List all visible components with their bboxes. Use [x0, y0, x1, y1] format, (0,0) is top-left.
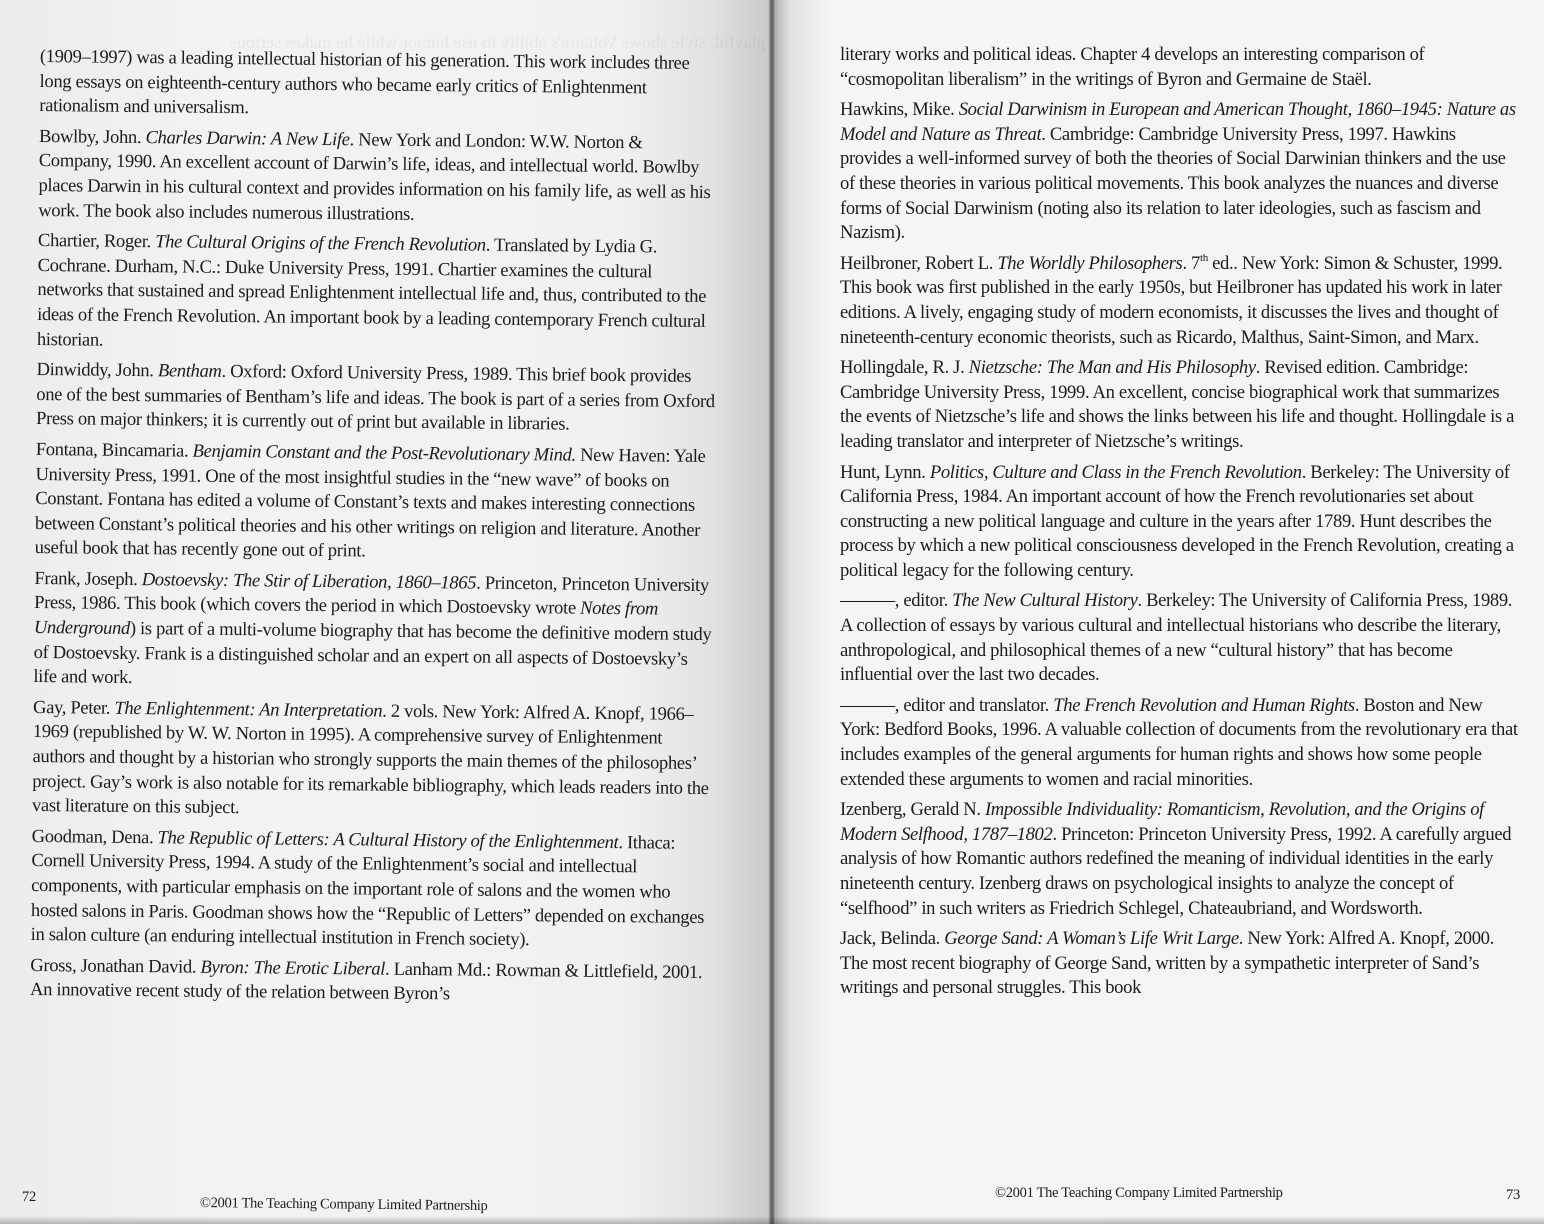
- annotation: . New York and London: W.W. Norton & Company, 1990. An excellent account of Darwin’s life, ideas, and intellectual world. Bowlby places Darwin in his cultural context and provides information on his family life, as well as his work. The book also includes numerous illustrations.: [38, 129, 711, 225]
- author: Goodman, Dena.: [31, 825, 158, 849]
- annotation: . Ithaca: Cornell University Press, 1994. A study of the Enlightenment’s social and intellectual components, with particular emphasis on the important role of salons and the women who hosted salons in Paris. Goodman shows how the “Republic of Letters” depended on exchanges in salon culture (an enduring intellectual institution in French society).: [30, 831, 705, 951]
- author: Gay, Peter.: [32, 696, 115, 719]
- right-page-bibliography: [840, 43, 1520, 1007]
- annotation: . New York: Alfred A. Knopf, 2000. The most recent biography of George Sand, written by a sympathetic interpreter of Sand’s writings and personal struggles. This book: [840, 928, 1494, 999]
- bibliography-entry: [33, 567, 714, 697]
- book-spine-gutter: [768, 0, 776, 1224]
- bibliography-entry: literary works and political ideas. Chapter 4 develops an interesting comparison of “cosmopolitan liberalism” in the writings of Byron and Germaine de Staël.: [840, 44, 1425, 90]
- bibliography-entry: [31, 825, 712, 955]
- bibliography-entry: (1909–1997) was a leading intellectual historian of his generation. This work includes three long essays on eighteenth-century authors who became early critics of Enlightenment rationalism and universalism.: [39, 45, 690, 119]
- copyright-footer: ©2001 The Teaching Company Limited Partnership: [995, 1185, 1283, 1201]
- author: Gross, Jonathan David.: [30, 954, 201, 978]
- author: Hollingdale, R. J.: [840, 357, 969, 379]
- annotation: . Boston and New York: Bedford Books, 1996. A valuable collection of documents from the revolutionary era that includes examples of the general arguments for human rights and shows how some people extended these arguments to women and racial minorities.: [840, 694, 1518, 790]
- author: ———, editor and translator.: [840, 694, 1054, 716]
- show-through-text: playful, style shows Voltaire's ability to use humor while he makes serious: [230, 32, 766, 52]
- annotation: . 7: [1182, 252, 1200, 274]
- left-page-bibliography: [30, 45, 720, 1016]
- bibliography-entry: [840, 98, 1520, 246]
- book-title: George Sand: A Woman’s Life Writ Large: [944, 928, 1239, 950]
- annotation: . Translated by Lydia G. Cochrane. Durham, N.C.: Duke University Press, 1991. Chartier examines the cultural networks that sustained and spread Enlightenment intellectual life and, thus, contributed to the ideas of the French Revolution. An important book by a leading contemporary French cultural historian.: [36, 234, 707, 351]
- author: Dinwiddy, John.: [36, 359, 159, 382]
- book-title: Benjamin Constant and the Post-Revolutionary Mind.: [192, 440, 576, 466]
- annotation: . Revised edition. Cambridge: Cambridge University Press, 1999. An excellent, concise biographical work that summarizes the events of Nietzsche’s life and shows the links between his life and thought. Hollingdale is a leading translator and interpreter of Nietzsche’s writings.: [840, 357, 1515, 452]
- book-title: Notes from Underground: [33, 598, 659, 640]
- bibliography-entry: [38, 125, 719, 230]
- book-title: Nietzsche: The Man and His Philosophy: [968, 357, 1256, 379]
- annotation: . Berkeley: The University of California Press, 1984. An important account of how the French revolutionaries set about constructing a new political language and culture in the years after 1789. Hunt describes the process by which a new political consciousness developed in the French Revolution, creating a political legacy for the following century.: [840, 461, 1514, 581]
- annotation: . Cambridge: Cambridge University Press, 1997. Hawkins provides a well-informed survey of both the theories of Social Darwinian thinkers and the use of these theories in various political movements. This book analyzes the nuances and diverse forms of Social Darwinism (noting also its relation to later ideologies, such as fascism and Nazism).: [840, 123, 1506, 244]
- book-title: The Cultural Origins of the French Revolution: [155, 231, 486, 256]
- author: Frank, Joseph.: [34, 567, 142, 590]
- book-title: Charles Darwin: A New Life: [145, 126, 350, 151]
- annotation: . Princeton: Princeton University Press, 1992. A carefully argued analysis of how Romantic authors redefined the meaning of individual identities in the early nineteenth century. Izenberg draws on psychological insights to analyze the concept of “selfhood” in such writers as Friedrich Schlegel, Chateaubriand, and Wordsworth.: [840, 823, 1512, 919]
- bibliography-entry: [32, 696, 713, 826]
- bibliography-entry: [840, 798, 1520, 921]
- annotation: ed.. New York: Simon & Schuster, 1999. This book was first published in the early 1950s, but Heilbroner has updated his work in later editions. A lively, engaging study of modern economists, it discusses the lives and thought of nineteenth-century economic theorists, such as Ricardo, Malthus, Saint-Simon, and Marx.: [840, 252, 1503, 348]
- book-title: The Worldly Philosophers: [997, 252, 1183, 274]
- book-title: Byron: The Erotic Liberal: [200, 956, 386, 980]
- book-title: The Enlightenment: An Interpretation: [114, 697, 383, 722]
- bibliography-entry: [37, 229, 718, 359]
- bibliography-entry: [840, 927, 1520, 1001]
- author: Hunt, Lynn.: [840, 461, 930, 483]
- author: Heilbroner, Robert L.: [840, 252, 998, 274]
- bibliography-entry: [840, 694, 1520, 792]
- author: Bowlby, John.: [38, 125, 146, 148]
- annotation: ) is part of a multi-volume biography that has become the definitive modern study of Dostoevsky. Frank is a distinguished scholar and an expert on all aspects of Dostoevsky’s life and work.: [33, 618, 712, 689]
- author: Fontana, Bincamaria.: [35, 438, 193, 462]
- annotation: . Oxford: Oxford University Press, 1989. This brief book provides one of the best summaries of Bentham’s life and ideas. The book is part of a series from Oxford Press on major thinkers; it is currently out of print but available in libraries.: [35, 361, 715, 435]
- book-title: Impossible Individuality: Romanticism, Revolution, and the Origins of Modern Selfhood, 1787–1802: [840, 799, 1484, 845]
- book-title: Social Darwinism in European and American Thought, 1860–1945: Nature as Model and Nature as Threat: [840, 99, 1516, 145]
- bibliography-entry: [840, 356, 1520, 454]
- author: ———, editor.: [840, 590, 953, 612]
- book-title: The French Revolution and Human Rights: [1053, 694, 1355, 716]
- book-title: Politics, Culture and Class in the French Revolution: [929, 461, 1302, 483]
- author: Izenberg, Gerald N.: [840, 799, 985, 821]
- superscript: th: [1199, 251, 1208, 264]
- author: Hawkins, Mike.: [840, 99, 959, 121]
- annotation: . 2 vols. New York: Alfred A. Knopf, 1966–1969 (republished by W. W. Norton in 1995). A comprehensive survey of Enlightenment authors and thought by a historian who strongly supports the main themes of the philosophes’ project. Gay’s work is also notable for its remarkable bibliography, which leads readers into the vast literature on this subject.: [31, 700, 709, 819]
- annotation: . Lanham Md.: Rowman & Littlefield, 2001. An innovative recent study of the relation between Byron’s: [29, 958, 703, 1005]
- bibliography-entry: [30, 954, 710, 1010]
- book-title: The New Cultural History: [952, 590, 1138, 612]
- right-page: [772, 0, 1544, 1224]
- annotation: New Haven: Yale University Press, 1991. One of the most insightful studies in the “new wave” of books on Constant. Fontana has edited a volume of Constant’s texts and makes interesting connections between Constant’s political theories and his other writings on religion and literature. Another useful book that has recently gone out of print.: [34, 444, 706, 562]
- author: Chartier, Roger.: [37, 230, 156, 253]
- bibliography-entry: [35, 438, 716, 568]
- book-title: Bentham: [157, 360, 222, 383]
- bibliography-entry: [840, 252, 1520, 350]
- author: Jack, Belinda.: [840, 928, 945, 950]
- book-title: Dostoevsky: The Stir of Liberation, 1860–1865: [141, 568, 477, 594]
- page-edge-shadow: [0, 1216, 1544, 1224]
- page-number: 73: [1506, 1187, 1520, 1203]
- bibliography-entry: [36, 358, 717, 439]
- annotation: . Princeton, Princeton University Press, 1986. This book (which covers the period in which Dostoevsky wrote: [34, 572, 709, 620]
- copyright-footer: ©2001 The Teaching Company Limited Partnership: [199, 1195, 488, 1215]
- page-number: 72: [22, 1189, 36, 1205]
- book-title: The Republic of Letters: A Cultural History of the Enlightenment: [157, 827, 619, 853]
- annotation: . Berkeley: The University of California Press, 1989. A collection of essays by various cultural and intellectual historians who describe the literary, anthropological, and philosophical themes of a new “cultural history” that has become influential over the last two decades.: [840, 590, 1513, 686]
- bibliography-entry: [840, 589, 1520, 687]
- bibliography-entry: [840, 461, 1520, 584]
